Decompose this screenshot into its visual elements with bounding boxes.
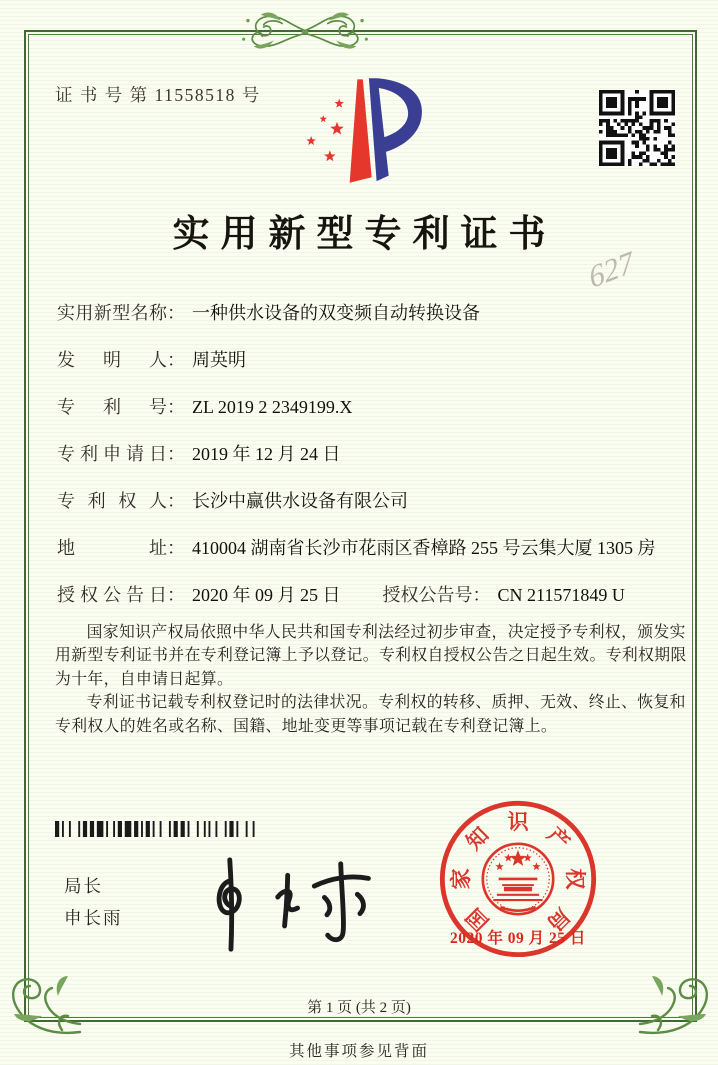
top-flourish-ornament — [198, 2, 412, 62]
certificate-number: 证 书 号 第 11558518 号 — [55, 85, 261, 105]
officer-name: 申长雨 — [64, 908, 123, 928]
field-colon: ： — [167, 585, 185, 605]
pencil-note: 627 — [585, 243, 637, 296]
body-paragraph: 国家知识产权局依照中华人民共和国专利法经过初步审查，决定授予专利权，颁发实用新型专利证书并在专利登记簿上予以登记。专利权自授权公告之日起生效。专利权期限为十年，自申请日起算。 — [55, 624, 687, 688]
field-colon: ： — [167, 444, 185, 464]
svg-text:知: 知 — [461, 822, 494, 855]
svg-text:家: 家 — [448, 868, 473, 890]
field-label: 发明人 — [57, 350, 167, 370]
field-grant-date — [57, 585, 341, 605]
field-label: 专利申请日 — [57, 444, 167, 464]
body-paragraph: 专利证书记载专利权登记时的法律状况。专利权的转移、质押、无效、终止、恢复和专利权人的姓名或名称、国籍、地址变更等事项记载在专利登记簿上。 — [55, 694, 686, 735]
field-row-inventor — [57, 349, 246, 372]
field-value: 2019 年 12 月 24 日 — [192, 444, 341, 464]
field-row-grant — [57, 584, 625, 607]
field-label: 专利号 — [57, 397, 167, 417]
svg-text:局: 局 — [542, 903, 575, 936]
field-label: 实用新型名称 — [57, 303, 167, 323]
field-row-patentee — [57, 490, 408, 513]
barcode — [55, 821, 255, 837]
field-colon: ： — [167, 350, 185, 370]
field-row-utility-model-name — [57, 302, 480, 325]
page-indicator: 第 1 页 (共 2 页) — [307, 1000, 411, 1016]
official-seal — [430, 798, 606, 974]
signature — [186, 846, 394, 955]
field-value: 410004 湖南省长沙市花雨区香樟路 255 号云集大厦 1305 房 — [192, 538, 656, 558]
qr-code — [599, 90, 675, 166]
field-value: 周英明 — [192, 350, 246, 370]
field-label: 地址 — [57, 538, 167, 558]
svg-text:产: 产 — [542, 822, 575, 855]
field-colon: ： — [167, 303, 185, 323]
back-note: 其他事项参见背面 — [288, 1043, 429, 1060]
field-colon: ： — [167, 397, 185, 417]
legal-text-block — [55, 621, 691, 738]
field-colon: ： — [167, 491, 185, 511]
field-value: 一种供水设备的双变频自动转换设备 — [192, 303, 480, 323]
seal-date: 2020 年 09 月 25 日 — [450, 930, 586, 947]
cnipa-logo-icon — [293, 74, 425, 186]
svg-text:识: 识 — [507, 809, 529, 834]
field-row-patent-number — [57, 396, 352, 419]
field-colon: ： — [167, 538, 185, 558]
certificate-title: 实用新型专利证书 — [172, 214, 557, 255]
field-colon: ： — [472, 585, 491, 605]
national-emblem-icon — [483, 844, 553, 914]
field-label: 专利权人 — [57, 491, 167, 511]
field-value: 2020 年 09 月 25 日 — [192, 585, 341, 605]
field-value: ZL 2019 2 2349199.X — [192, 397, 353, 417]
officer-title: 局长 — [64, 876, 103, 896]
svg-text:权: 权 — [563, 868, 588, 890]
field-label: 授权公告号 — [382, 585, 473, 605]
svg-text:国: 国 — [461, 903, 494, 936]
field-value: CN 211571849 U — [497, 585, 625, 605]
field-value: 长沙中赢供水设备有限公司 — [192, 491, 408, 511]
field-label: 授权公告日 — [57, 585, 167, 605]
field-row-address — [57, 537, 656, 560]
field-row-filing-date — [57, 443, 341, 466]
field-grant-number — [383, 585, 625, 605]
